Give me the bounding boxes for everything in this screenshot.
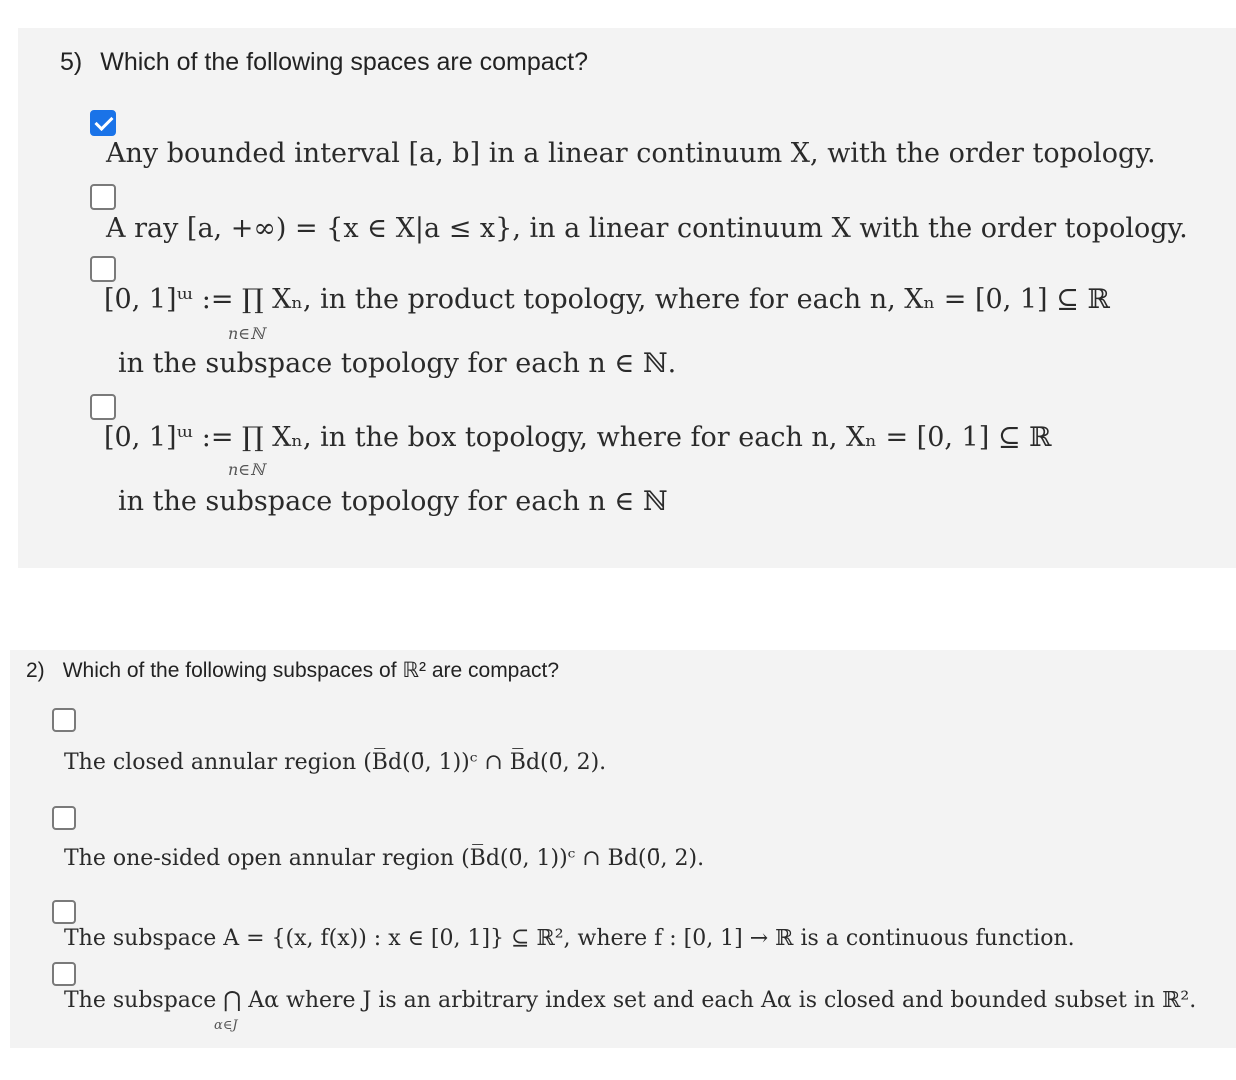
option-1-checkbox[interactable]	[52, 708, 76, 732]
question-5-title	[60, 48, 588, 77]
option-3-line-2: in the subspace topology for each n ∈ ℕ.	[118, 348, 677, 379]
option-3-checkbox[interactable]	[90, 256, 116, 282]
option-3-line-1: [0, 1]ᵚ := ∏ Xₙ, in the product topology, where for each n, Xₙ = [0, 1] ⊆ ℝ	[104, 284, 1110, 315]
option-1-text: The closed annular region (B̅d(0̄, 1))ᶜ ∩ B̅d(0̄, 2).	[64, 750, 607, 775]
question-number: 5)	[60, 48, 83, 76]
question-5-panel	[18, 28, 1236, 568]
option-4-intersection-index: α∈J	[214, 1018, 238, 1033]
option-2-checkbox[interactable]	[52, 806, 76, 830]
question-2-title	[26, 658, 559, 683]
option-4-line-1: [0, 1]ᵚ := ∏ Xₙ, in the box topology, where for each n, Xₙ = [0, 1] ⊆ ℝ	[104, 422, 1052, 453]
option-1-checkbox[interactable]	[90, 110, 116, 136]
option-4-checkbox[interactable]	[52, 962, 76, 986]
option-3-checkbox[interactable]	[52, 900, 76, 924]
option-2-text: A ray [a, +∞) = {x ∈ X|a ≤ x}, in a linear continuum X with the order topology.	[106, 213, 1188, 244]
option-4-text: The subspace ⋂ Aα where J is an arbitrary index set and each Aα is closed and bounded subset in ℝ².	[64, 988, 1197, 1013]
question-number: 2)	[26, 659, 45, 682]
option-4-checkbox[interactable]	[90, 394, 116, 420]
question-2-panel	[10, 650, 1236, 1048]
option-4-product-index: n∈ℕ	[228, 460, 265, 479]
option-2-checkbox[interactable]	[90, 184, 116, 210]
option-1-text: Any bounded interval [a, b] in a linear continuum X, with the order topology.	[106, 138, 1156, 169]
option-2-text: The one-sided open annular region (B̅d(0̄, 1))ᶜ ∩ Bd(0̄, 2).	[64, 846, 705, 871]
option-4-line-2: in the subspace topology for each n ∈ ℕ	[118, 486, 668, 517]
option-3-product-index: n∈ℕ	[228, 324, 265, 343]
option-3-text: The subspace A = {(x, f(x)) : x ∈ [0, 1]} ⊆ ℝ², where f : [0, 1] → ℝ is a continuous function.	[64, 926, 1075, 951]
question-text: Which of the following spaces are compact?	[100, 48, 588, 76]
question-text: Which of the following subspaces of ℝ² are compact?	[62, 659, 560, 682]
